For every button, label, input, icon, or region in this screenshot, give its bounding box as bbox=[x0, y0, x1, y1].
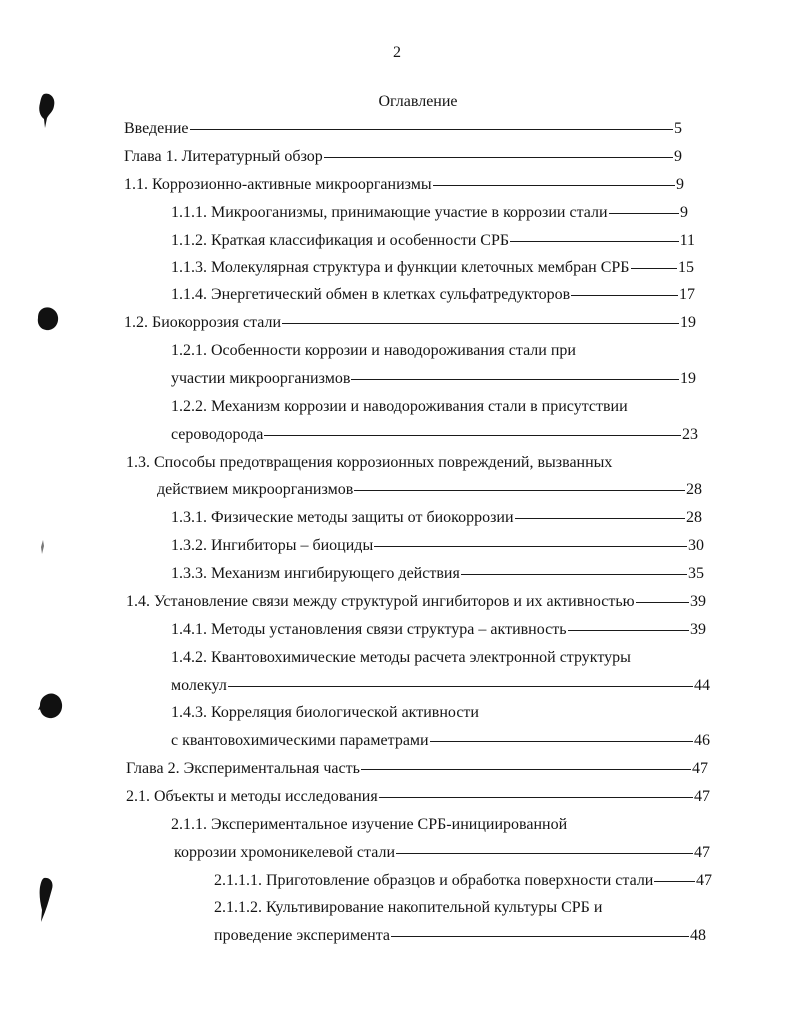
toc-leader-line bbox=[430, 741, 693, 742]
toc-entry-introduction bbox=[124, 120, 682, 144]
toc-entry-text: 1.1.4. Энергетический обмен в клетках сульфатредукторов bbox=[171, 286, 571, 303]
toc-entry-text: 1.4. Установление связи между структурой ингибиторов и их активностью bbox=[126, 593, 635, 610]
toc-entry-page: 9 bbox=[676, 176, 684, 193]
toc-entry-1-4-3 bbox=[171, 732, 710, 756]
page-number: 2 bbox=[393, 44, 401, 61]
toc-entry-page: 11 bbox=[679, 232, 695, 249]
toc-entry-page: 46 bbox=[694, 732, 710, 749]
toc-leader-line bbox=[609, 213, 679, 214]
toc-entry-1-3-3 bbox=[171, 565, 704, 589]
toc-entry-page: 35 bbox=[688, 565, 704, 582]
toc-entry-page: 39 bbox=[690, 621, 706, 638]
toc-entry-page: 19 bbox=[680, 370, 696, 387]
toc-entry-page: 47 bbox=[692, 760, 708, 777]
toc-entry-1-2 bbox=[124, 314, 696, 338]
toc-entry-page: 48 bbox=[690, 927, 706, 944]
toc-entry-text: проведение эксперимента bbox=[214, 927, 391, 944]
toc-entry-chapter-1 bbox=[124, 148, 682, 172]
toc-leader-line bbox=[361, 769, 691, 770]
toc-entry-1-4-1 bbox=[171, 621, 706, 645]
toc-entry-page: 28 bbox=[686, 481, 702, 498]
toc-entry-text: 1.1.2. Краткая классификация и особенности СРБ bbox=[171, 232, 510, 249]
toc-leader-line bbox=[351, 379, 679, 380]
toc-entry-text: 2.1.1.1. Приготовление образцов и обработка поверхности стали bbox=[214, 872, 654, 889]
toc-entry-1-1-4 bbox=[171, 286, 695, 310]
toc-leader-line bbox=[510, 241, 679, 242]
toc-entry-1-1-1 bbox=[171, 204, 688, 228]
toc-entry-page: 15 bbox=[678, 259, 694, 276]
toc-entry-text: коррозии хромоникелевой стали bbox=[174, 844, 395, 861]
toc-entry-1-2-2 bbox=[171, 426, 698, 450]
toc-entry-1-1-2 bbox=[171, 232, 695, 256]
toc-entry-page: 9 bbox=[674, 148, 682, 165]
toc-entry-page: 23 bbox=[682, 426, 698, 443]
toc-leader-line bbox=[461, 574, 687, 575]
toc-leader-line bbox=[354, 490, 685, 491]
toc-entry-1-3-line1: 1.3. Способы предотвращения коррозионных повреждений, вызванных bbox=[126, 454, 613, 471]
toc-leader-line bbox=[374, 546, 687, 547]
toc-leader-line bbox=[324, 157, 673, 158]
toc-entry-2-1-1-1 bbox=[214, 872, 712, 896]
toc-leader-line bbox=[654, 881, 695, 882]
toc-entry-1-4-3-line1: 1.4.3. Корреляция биологической активности bbox=[171, 704, 479, 721]
toc-entry-2-1 bbox=[126, 788, 710, 812]
toc-entry-text: 1.1.1. Микрооганизмы, принимающие участие в коррозии стали bbox=[171, 204, 608, 221]
toc-title: Оглавление bbox=[378, 93, 458, 110]
toc-leader-line bbox=[433, 185, 675, 186]
toc-leader-line bbox=[228, 686, 693, 687]
toc-entry-text: 2.1. Объекты и методы исследования bbox=[126, 788, 378, 805]
toc-entry-page: 47 bbox=[694, 788, 710, 805]
toc-entry-text: 1.1. Коррозионно-активные микроорганизмы bbox=[124, 176, 432, 193]
toc-entry-text: молекул bbox=[171, 677, 227, 694]
toc-entry-2-1-1-line1: 2.1.1. Экспериментальное изучение СРБ-инициированной bbox=[171, 816, 568, 833]
toc-entry-page: 44 bbox=[694, 677, 710, 694]
toc-leader-line bbox=[264, 435, 681, 436]
toc-leader-line bbox=[396, 853, 693, 854]
toc-entry-page: 39 bbox=[690, 593, 706, 610]
toc-entry-text: 1.3.1. Физические методы защиты от биокоррозии bbox=[171, 509, 514, 526]
toc-entry-page: 5 bbox=[674, 120, 682, 137]
toc-entry-text: Глава 2. Экспериментальная часть bbox=[126, 760, 360, 777]
toc-entry-2-1-1-2-line1: 2.1.1.2. Культивирование накопительной культуры СРБ и bbox=[214, 899, 603, 916]
toc-leader-line bbox=[282, 323, 679, 324]
toc-leader-line bbox=[391, 936, 689, 937]
toc-entry-page: 47 bbox=[694, 844, 710, 861]
toc-entry-text: 1.3.2. Ингибиторы – биоциды bbox=[171, 537, 374, 554]
toc-entry-page: 28 bbox=[686, 509, 702, 526]
toc-entry-text: 1.4.1. Методы установления связи структура – активность bbox=[171, 621, 567, 638]
toc-entry-text: 1.2. Биокоррозия стали bbox=[124, 314, 282, 331]
toc-entry-1-3-1 bbox=[171, 509, 702, 533]
toc-leader-line bbox=[571, 295, 678, 296]
scan-hole-mark-bottom bbox=[36, 876, 56, 924]
toc-entry-1-2-2-line1: 1.2.2. Механизм коррозии и наводороживания стали в присутствии bbox=[171, 398, 628, 415]
toc-entry-text: Глава 1. Литературный обзор bbox=[124, 148, 323, 165]
toc-entry-1-3 bbox=[157, 481, 702, 505]
toc-entry-2-1-1-2 bbox=[214, 927, 706, 951]
toc-entry-text: участии микроорганизмов bbox=[171, 370, 351, 387]
toc-entry-1-1-3 bbox=[171, 259, 694, 283]
toc-entry-text: действием микроорганизмов bbox=[157, 481, 354, 498]
toc-entry-page: 47 bbox=[696, 872, 712, 889]
scan-hole-mark-middle bbox=[36, 306, 60, 332]
toc-entry-1-3-2 bbox=[171, 537, 704, 561]
toc-entry-page: 17 bbox=[679, 286, 695, 303]
toc-entry-page: 9 bbox=[680, 204, 688, 221]
toc-leader-line bbox=[515, 518, 685, 519]
toc-leader-line bbox=[190, 129, 674, 130]
toc-entry-1-4 bbox=[126, 593, 706, 617]
toc-entry-2-1-1 bbox=[174, 844, 710, 868]
toc-entry-1-4-2 bbox=[171, 677, 710, 701]
toc-entry-1-2-1-line1: 1.2.1. Особенности коррозии и наводороживания стали при bbox=[171, 342, 576, 359]
toc-entry-text: Введение bbox=[124, 120, 189, 137]
toc-entry-text: 1.3.3. Механизм ингибирующего действия bbox=[171, 565, 460, 582]
toc-leader-line bbox=[379, 797, 693, 798]
toc-entry-1-1 bbox=[124, 176, 684, 200]
toc-entry-page: 19 bbox=[680, 314, 696, 331]
toc-entry-1-2-1 bbox=[171, 370, 696, 394]
toc-entry-text: сероводорода bbox=[171, 426, 264, 443]
toc-entry-page: 30 bbox=[688, 537, 704, 554]
toc-entry-chapter-2 bbox=[126, 760, 708, 784]
scan-speck bbox=[40, 540, 46, 554]
scan-hole-mark-lower bbox=[38, 692, 64, 722]
toc-leader-line bbox=[636, 602, 689, 603]
toc-entry-text: 1.1.3. Молекулярная структура и функции клеточных мембран СРБ bbox=[171, 259, 630, 276]
toc-leader-line bbox=[568, 630, 689, 631]
scan-hole-mark-top bbox=[38, 92, 60, 130]
toc-leader-line bbox=[631, 268, 678, 269]
toc-entry-text: с квантовохимическими параметрами bbox=[171, 732, 429, 749]
toc-entry-1-4-2-line1: 1.4.2. Квантовохимические методы расчета электронной структуры bbox=[171, 649, 631, 666]
